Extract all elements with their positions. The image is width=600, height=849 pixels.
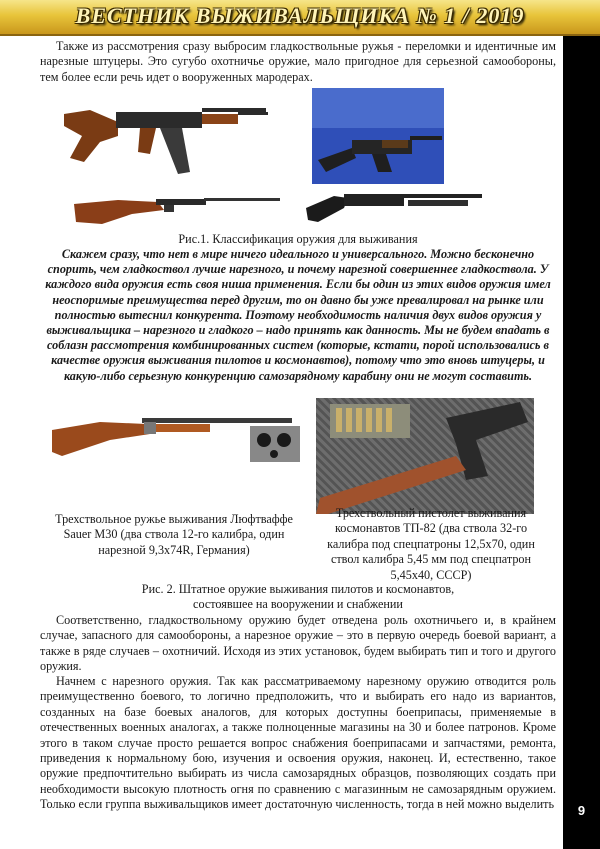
sauer-m30-photo <box>50 398 300 462</box>
side-bar <box>563 36 600 849</box>
paragraph-2: Начнем с нарезного оружия. Так как рассматриваемому нарезному оружию отводится роль преимущественно боевого, то логично предположить, что и выбирать его надо из вариантов, созданных на базе боевых аналогов, для которых доступны боеприпасы, применяемые в отечественных военных аналогах, а также полноценные магазины на 30 и более патронов. Кроме этого в таком случае просто решается вопрос снабжения боеприпасами и запчастями, ремонта, приведения к нормальному бою, изучения и освоения оружия, наконец. И, естественно, такое оружие предпочтительно выбирать из числа самозарядных образцов, позволяющих создать при необходимости высокую плотность огня по сравнению с магазинным не самозарядным оружием. Только если группа выживальщиков имеет достаточную численность, тогда в ней можно выделить <box>40 674 556 812</box>
sauer-caption: Трехствольное ружье выживания Люфтваффе Sauer M30 (два ствола 12-го калибра, один нарезной 9,3х74R, Германия) <box>55 512 293 557</box>
emphasis-paragraph: Скажем сразу, что нет в мире ничего идеального и универсального. Можно бесконечно спорить, чем гладкоствол лучше нарезного, и почему нарезной совершеннее гладкоствола. У каждого вида оружия есть своя ниша применения. Если бы один из этих видов оружия имел неоспоримые преимущества перед другим, то он давно бы уже превалировал на рынке или полностью вытеснил конкурента. Поэтому необходимость наличия двух видов оружия у выживальщика – нарезного и гладкого – надо принять как данность. Мы не будем впадать в соблазн рассмотрения комбинированных систем (которые, кстати, порой использовались в качестве оружия выживания пилотов и космонавтов), потому что это вновь штуцеры, и какую-либо серьезную конкуренцию самозарядному карабину они не могут составить. <box>45 247 551 383</box>
saiga-rifle-photo <box>312 88 444 184</box>
figure-2-caption-line-1: Рис. 2. Штатное оружие выживания пилотов и космонавтов, <box>141 582 455 596</box>
tp-82-pistol-photo <box>316 398 534 514</box>
magazine-title: ВЕСТНИК ВЫЖИВАЛЬЩИКА № 1 / 2019 <box>75 3 525 28</box>
figure-1-caption: Рис.1. Классификация оружия для выживания <box>178 232 418 246</box>
intro-paragraph: Также из рассмотрения сразу выбросим гладкоствольные ружья - переломки и идентичные им нарезные штуцеры. Это сугубо охотничье оружие, мало пригодное для серьезной самообороны, тем более если речь идет о вооруженных мародерах. <box>40 39 556 84</box>
tp-82-caption: Трехствольный пистолет выживания космонавтов ТП-82 (два ствола 32-го калибра под спецпатроны 12,5х70, один ствол калибра 5,45 мм под спецпатрон 5,45х40, СССР) <box>327 506 535 582</box>
shotgun-photo <box>304 186 484 226</box>
figure-2-caption-line-2: состоявшее на вооружении и снабжении <box>193 597 403 611</box>
ak-rifle-photo <box>60 92 270 178</box>
tp-82-drawing <box>316 398 534 514</box>
paragraph-1: Соответственно, гладкоствольному оружию будет отведена роль охотничьего и, в крайнем случае, запасного для самообороны, а нарезное оружие – это в первую очередь боевой вариант, а также в ряде случаев – охотничий. Исходя из этих установок, будем выбирать тип и того и другого оружия. <box>40 613 556 674</box>
magazine-header <box>0 0 600 36</box>
hunting-rifle-photo <box>72 190 280 228</box>
page-number: 9 <box>577 803 586 818</box>
